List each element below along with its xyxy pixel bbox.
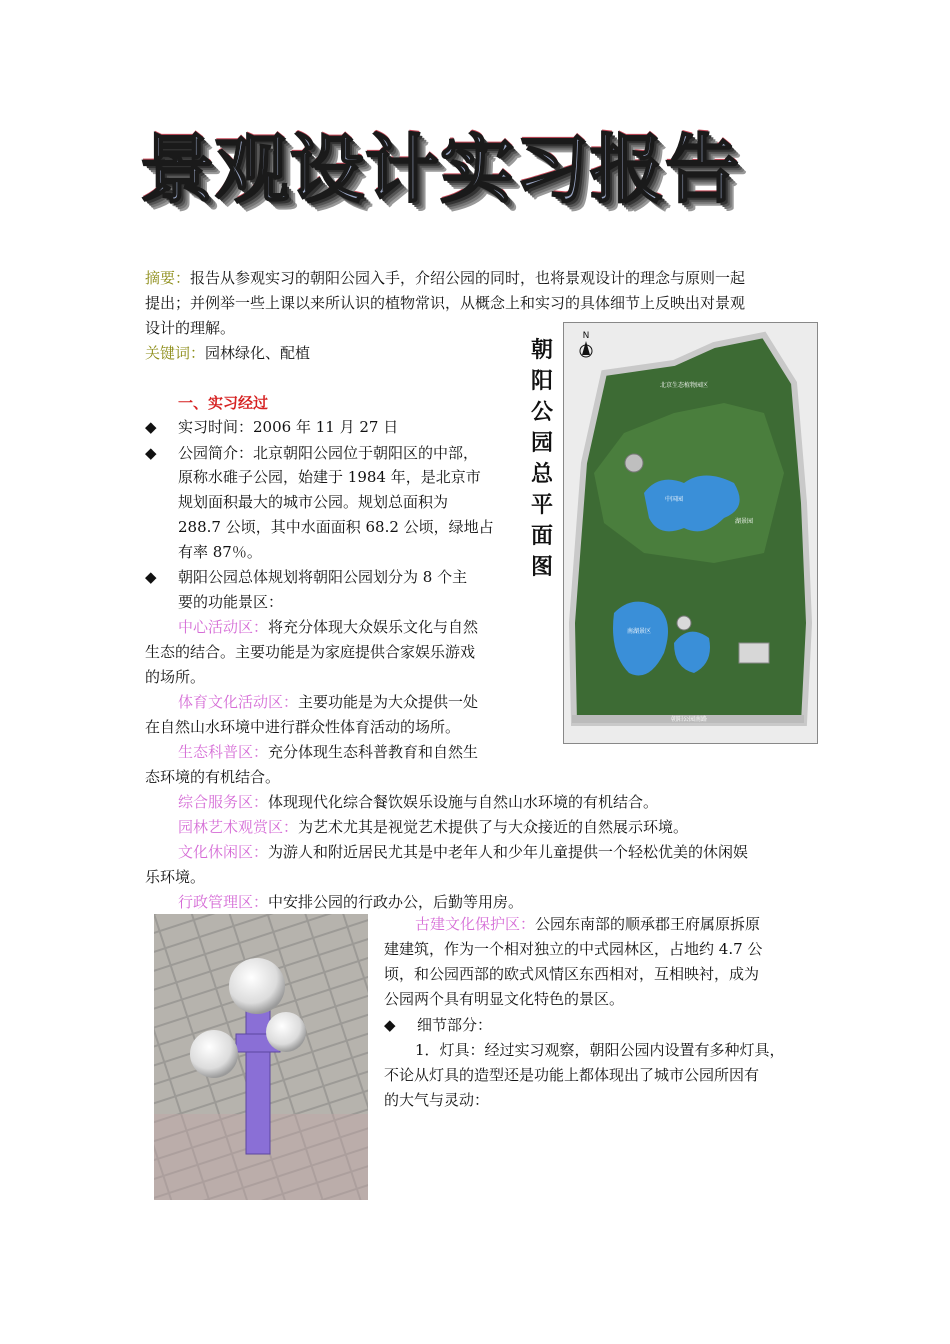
bullet-icon: ◆	[384, 1016, 396, 1034]
abstract-text-1: 报告从参观实习的朝阳公园入手，介绍公园的同时，也将景观设计的理念与原则一起	[190, 269, 746, 287]
zone-admin	[178, 890, 843, 914]
zone-service-label: 综合服务区：	[178, 793, 269, 811]
zone-eco-l2: 态环境的有机结合。	[145, 768, 281, 786]
section-heading: 一、实习经过	[178, 394, 269, 412]
north-label: N	[582, 331, 590, 341]
lamp-photo	[154, 914, 368, 1200]
zone-heritage	[415, 912, 950, 936]
zone-central-label: 中心活动区：	[178, 618, 269, 636]
zone-eco-text: 充分体现生态科普教育和自然生	[268, 743, 479, 761]
report-title: 景观设计实习报告	[140, 127, 740, 213]
zone-heritage-l4: 公园两个具有明显文化特色的景区。	[384, 990, 625, 1008]
zone-sports	[178, 690, 843, 714]
zone-eco	[178, 740, 843, 764]
details-heading-text: 细节部分：	[417, 1016, 493, 1034]
zone-central-l3: 的场所。	[145, 668, 206, 686]
zone-sports-l2: 在自然山水环境中进行群众性体育活动的场所。	[145, 718, 461, 736]
map-label-3: 湖景园	[734, 518, 754, 525]
zone-art	[178, 815, 843, 839]
lamp-line-1: 1．灯具：经过实习观察，朝阳公园内设置有多种灯具，	[415, 1041, 785, 1059]
details-heading	[384, 1013, 950, 1037]
map-label-5: 朝阳公园南路	[670, 716, 708, 723]
plan-line-2: 要的功能景区：	[178, 593, 284, 611]
lamp-line-2: 不论从灯具的造型还是功能上都体现出了城市公园所因有	[384, 1066, 760, 1084]
zone-service	[178, 790, 843, 814]
zone-eco-label: 生态科普区：	[178, 743, 269, 761]
abstract-line-1	[145, 266, 810, 290]
intro-line-5: 有率 87％。	[178, 543, 262, 561]
abstract-line-3: 设计的理解。	[145, 319, 236, 337]
zone-heritage-label: 古建文化保护区：	[415, 915, 536, 933]
zone-art-text: 为艺术尤其是视觉艺术提供了与大众接近的自然展示环境。	[298, 818, 689, 836]
abstract-line-2: 提出；并例举一些上课以来所认识的植物常识，从概念上和实习的具体细节上反映出对景观	[145, 294, 746, 312]
zone-central-text: 将充分体现大众娱乐文化与自然	[268, 618, 479, 636]
zone-leisure	[178, 840, 843, 864]
plan-text-1: 朝阳公园总体规划将朝阳公园划分为 8 个主	[178, 568, 468, 586]
zone-service-text: 体现现代化综合餐饮娱乐设施与自然山水环境的有机结合。	[268, 793, 659, 811]
intro-line-4: 288.7 公顷，其中水面面积 68.2 公顷，绿地占	[178, 518, 494, 536]
keywords-text: 园林绿化、配植	[205, 344, 311, 362]
zone-heritage-l2: 建建筑，作为一个相对独立的中式园林区，占地约 4.7 公	[384, 940, 763, 958]
map-label-2: 中国园	[664, 496, 684, 503]
zone-central-l2: 生态的结合。主要功能是为家庭提供合家娱乐游戏	[145, 643, 476, 661]
zone-art-label: 园林艺术观赏区：	[178, 818, 299, 836]
zone-leisure-text: 为游人和附近居民尤其是中老年人和少年儿童提供一个轻松优美的休闲娱	[268, 843, 749, 861]
intro-line-3: 规划面积最大的城市公园。规划总面积为	[178, 493, 449, 511]
map-label-1: 北京生态植物园区	[659, 382, 709, 389]
zone-central	[178, 615, 843, 639]
plan-line-1	[145, 565, 810, 589]
lamp-drawing	[154, 914, 368, 1200]
map-caption: 朝阳公园总平面图	[530, 338, 553, 580]
time-text: 实习时间：2006 年 11 月 27 日	[178, 418, 399, 436]
zone-admin-label: 行政管理区：	[178, 893, 269, 911]
map-label-4: 南湖景区	[626, 628, 652, 635]
intro-text-1: 公园简介：北京朝阳公园位于朝阳区的中部，	[178, 444, 479, 462]
zone-sports-label: 体育文化活动区：	[178, 693, 299, 711]
intro-line-2: 原称水碓子公园，始建于 1984 年，是北京市	[178, 468, 481, 486]
bullet-icon: ◆	[145, 418, 157, 436]
bullet-icon: ◆	[145, 444, 157, 462]
keywords-label: 关键词：	[145, 344, 206, 362]
zone-leisure-label: 文化休闲区：	[178, 843, 269, 861]
zone-heritage-l3: 顷，和公园西部的欧式风情区东西相对，互相映衬，成为	[384, 965, 760, 983]
time-line	[145, 415, 810, 439]
zone-leisure-l2: 乐环境。	[145, 868, 206, 886]
intro-line-1	[145, 441, 810, 465]
zone-admin-text: 中安排公园的行政办公，后勤等用房。	[268, 893, 524, 911]
zone-heritage-text: 公园东南部的顺承郡王府属原拆原	[535, 915, 761, 933]
lamp-line-3: 的大气与灵动：	[384, 1091, 490, 1109]
bullet-icon: ◆	[145, 568, 157, 586]
abstract-label: 摘要：	[145, 269, 191, 287]
zone-sports-text: 主要功能是为大众提供一处	[298, 693, 479, 711]
